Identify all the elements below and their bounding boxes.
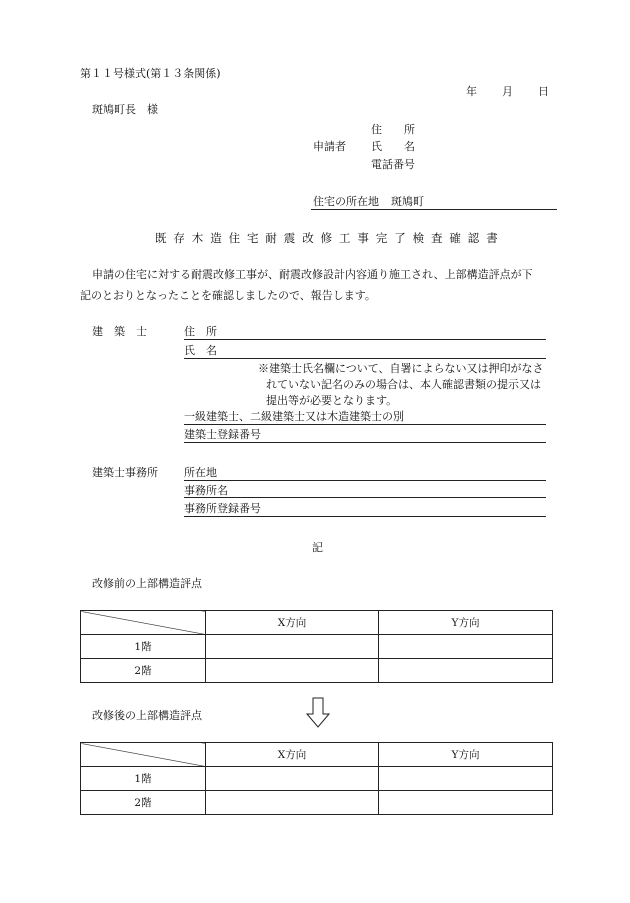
cell-2f-y[interactable] — [379, 659, 553, 683]
architect-note-line3: 提出等が必要となります。 — [266, 394, 398, 407]
table-corner-cell — [81, 743, 206, 767]
cell-1f-x[interactable] — [206, 635, 379, 659]
date-day-label: 日 — [538, 85, 549, 98]
office-name-underline — [184, 497, 546, 498]
architect-reg-underline — [184, 442, 546, 443]
row-header-2f: 2階 — [81, 791, 206, 815]
architect-note-line2: れていない記名のみの場合は、本人確認書類の提示又は — [266, 378, 541, 391]
table-corner-cell — [81, 611, 206, 635]
office-location-underline — [184, 480, 546, 481]
house-location-underline — [311, 209, 557, 210]
row-header-2f: 2階 — [81, 659, 206, 683]
body-text-line1: 申請の住宅に対する耐震改修工事が、耐震改修設計内容通り施工され、上部構造評点が下 — [92, 268, 533, 281]
office-heading: 建築士事務所 — [92, 466, 158, 479]
row-header-1f: 1階 — [81, 635, 206, 659]
cell-1f-y[interactable] — [379, 635, 553, 659]
office-reg-underline — [184, 516, 546, 517]
document-title: 既存木造住宅耐震改修工事完了検査確認書 — [155, 231, 505, 245]
row-header-1f: 1階 — [81, 767, 206, 791]
applicant-name-label: 氏 名 — [371, 140, 415, 153]
after-score-table — [80, 742, 553, 815]
after-table-caption: 改修後の上部構造評点 — [92, 709, 202, 722]
col-header-y: Y方向 — [379, 611, 553, 635]
architect-class-label: 一級建築士、二級建築士又は木造建築士の別 — [184, 410, 404, 423]
architect-name-underline — [184, 358, 546, 359]
office-reg-label: 事務所登録番号 — [184, 502, 261, 515]
addressee: 斑鳩町長 様 — [92, 103, 158, 116]
architect-class-underline — [184, 424, 546, 425]
house-location-label: 住宅の所在地 — [313, 195, 379, 208]
office-name-label: 事務所名 — [184, 484, 228, 497]
col-header-x: X方向 — [206, 611, 379, 635]
architect-heading: 建 築 士 — [92, 325, 147, 338]
down-arrow-icon — [306, 697, 330, 729]
architect-address-underline — [184, 339, 546, 340]
architect-name-label: 氏 名 — [184, 344, 217, 357]
applicant-phone-label: 電話番号 — [371, 158, 415, 171]
body-text-line2: 記のとおりとなったことを確認しましたので、報告します。 — [80, 289, 376, 302]
cell-1f-x[interactable] — [206, 767, 379, 791]
date-year-label: 年 — [466, 85, 477, 98]
before-table-caption: 改修前の上部構造評点 — [92, 577, 202, 590]
cell-2f-x[interactable] — [206, 791, 379, 815]
cell-1f-y[interactable] — [379, 767, 553, 791]
ki-marker: 記 — [312, 541, 323, 554]
office-location-label: 所在地 — [184, 466, 217, 479]
col-header-x: X方向 — [206, 743, 379, 767]
form-number: 第１１号様式(第１３条関係) — [80, 67, 221, 80]
cell-2f-x[interactable] — [206, 659, 379, 683]
applicant-label: 申請者 — [313, 140, 346, 153]
applicant-address-label: 住 所 — [371, 123, 415, 136]
before-score-table — [80, 610, 553, 683]
date-month-label: 月 — [502, 85, 513, 98]
cell-2f-y[interactable] — [379, 791, 553, 815]
architect-note-line1: ※建築士氏名欄について、自署によらない又は押印がなさ — [258, 362, 544, 375]
col-header-y: Y方向 — [379, 743, 553, 767]
house-location-value: 斑鳩町 — [391, 195, 424, 208]
architect-reg-label: 建築士登録番号 — [184, 428, 261, 441]
architect-address-label: 住 所 — [184, 325, 217, 338]
